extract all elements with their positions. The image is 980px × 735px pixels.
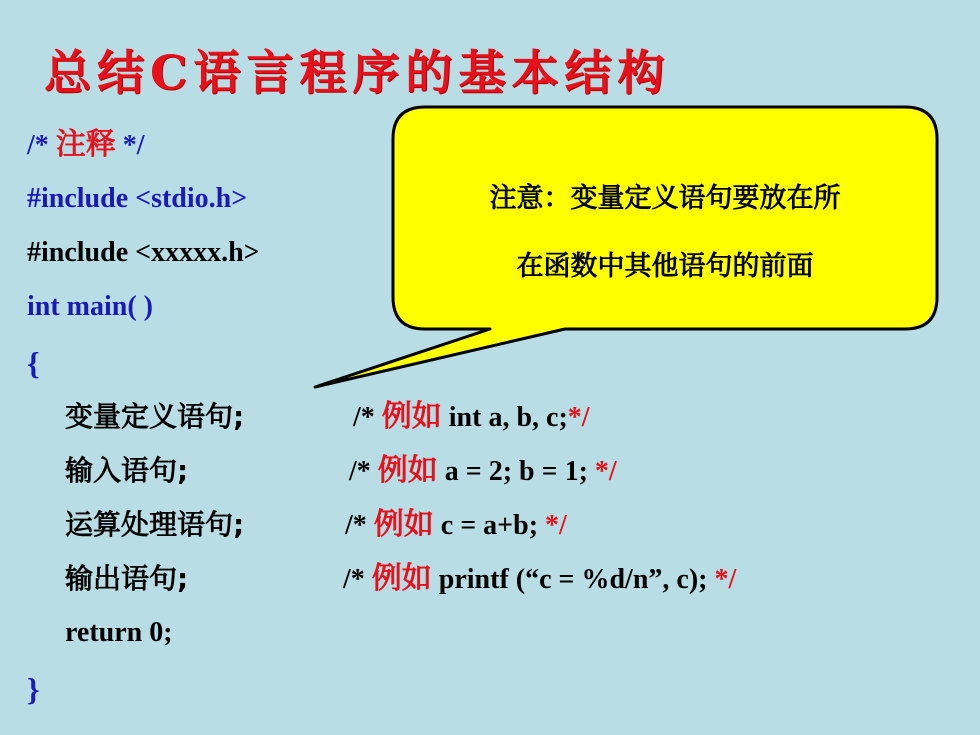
slide-title: 总结C语言程序的基本结构	[44, 46, 671, 101]
statement-label: 变量定义语句;	[65, 400, 245, 433]
example-label: 例如	[371, 561, 432, 596]
main-signature: int main( )	[27, 291, 153, 322]
comment-close: */	[714, 564, 737, 595]
example-code: int a, b, c;	[441, 402, 568, 433]
comment-close: */	[545, 510, 567, 541]
include-generic: #include <xxxxx.h>	[27, 237, 260, 268]
comment-open: /*	[353, 402, 382, 433]
comment-close: */	[594, 456, 617, 487]
comment-open: /*	[27, 130, 56, 161]
statement-label: 输出语句;	[65, 562, 189, 595]
comment-open: /*	[345, 510, 374, 541]
callout-line-2: 在函数中其他语句的前面	[516, 251, 814, 282]
statement-label: 运算处理语句;	[65, 508, 245, 541]
example-label: 例如	[377, 453, 438, 488]
example-code: a = 2; b = 1;	[437, 456, 595, 487]
comment-close: */	[115, 130, 145, 161]
comment-open: /*	[343, 564, 372, 595]
comment-label: 注释	[55, 127, 116, 162]
return-statement: return 0;	[65, 617, 173, 648]
example-code: c = a+b;	[433, 510, 546, 541]
brace-open: {	[27, 345, 40, 381]
comment-open: /*	[349, 456, 378, 487]
include-stdio: #include <stdio.h>	[27, 183, 248, 214]
brace-close: }	[27, 671, 40, 707]
example-code: printf (“c = %d/n”, c);	[431, 564, 715, 595]
statement-label: 输入语句;	[65, 454, 189, 487]
example-label: 例如	[373, 507, 434, 542]
comment-close: */	[567, 402, 590, 433]
example-label: 例如	[381, 399, 442, 434]
callout-line-1: 注意：变量定义语句要放在所	[489, 183, 841, 214]
